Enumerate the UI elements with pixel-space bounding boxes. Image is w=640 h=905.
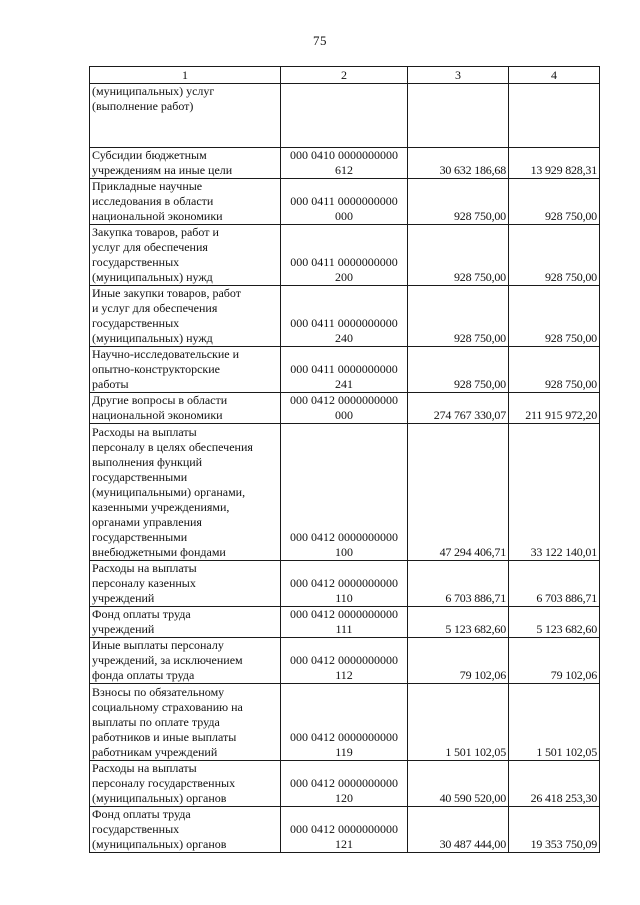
- row-name: Фонд оплаты труда государственных (муниципальных) органов: [90, 807, 281, 853]
- row-amount-1: 274 767 330,07: [408, 393, 509, 424]
- row-amount-1: 30 487 444,00: [408, 807, 509, 853]
- row-code: 000 0412 0000000000 110: [281, 561, 408, 607]
- table-header-row: [90, 67, 600, 84]
- row-code: 000 0412 0000000000 119: [281, 684, 408, 761]
- row-amount-2: 928 750,00: [509, 286, 600, 347]
- row-code: 000 0412 0000000000 121: [281, 807, 408, 853]
- row-code: 000 0411 0000000000 200: [281, 225, 408, 286]
- row-amount-2: 1 501 102,05: [509, 684, 600, 761]
- row-code: 000 0412 0000000000 120: [281, 761, 408, 807]
- table-row: [90, 393, 600, 424]
- table-row: [90, 286, 600, 347]
- table-row: [90, 638, 600, 684]
- row-amount-2: 211 915 972,20: [509, 393, 600, 424]
- row-amount-1: 5 123 682,60: [408, 607, 509, 638]
- table-row: [90, 225, 600, 286]
- row-amount-1: 47 294 406,71: [408, 424, 509, 561]
- row-code: 000 0411 0000000000 000: [281, 179, 408, 225]
- row-name: Другие вопросы в области национальной экономики: [90, 393, 281, 424]
- row-name: Прикладные научные исследования в области национальной экономики: [90, 179, 281, 225]
- row-name: Иные закупки товаров, работ и услуг для обеспечения государственных (муниципальных) нужд: [90, 286, 281, 347]
- table-row: [90, 424, 600, 561]
- budget-table: [89, 66, 600, 853]
- row-name: Расходы на выплаты персоналу в целях обеспечения выполнения функций государственными (муниципальными) органами, казенными учреждениями, органами управления государственными внебюджетными фондами: [90, 424, 281, 561]
- row-name: Субсидии бюджетным учреждениям на иные цели: [90, 148, 281, 179]
- row-amount-2: 928 750,00: [509, 179, 600, 225]
- table-row: [90, 347, 600, 393]
- row-code: 000 0412 0000000000 100: [281, 424, 408, 561]
- table-row: [90, 684, 600, 761]
- table-row: [90, 179, 600, 225]
- table-row: [90, 561, 600, 607]
- row-name: Закупка товаров, работ и услуг для обеспечения государственных (муниципальных) нужд: [90, 225, 281, 286]
- row-name: (муниципальных) услуг (выполнение работ): [90, 84, 281, 148]
- row-name: Научно-исследовательские и опытно-конструкторские работы: [90, 347, 281, 393]
- row-code: 000 0412 0000000000 000: [281, 393, 408, 424]
- row-amount-1: [408, 84, 509, 148]
- table-row: [90, 84, 600, 148]
- row-amount-1: 928 750,00: [408, 347, 509, 393]
- row-amount-2: 33 122 140,01: [509, 424, 600, 561]
- row-amount-1: 1 501 102,05: [408, 684, 509, 761]
- row-amount-2: 13 929 828,31: [509, 148, 600, 179]
- row-amount-1: 6 703 886,71: [408, 561, 509, 607]
- row-code: 000 0410 0000000000 612: [281, 148, 408, 179]
- row-amount-2: 6 703 886,71: [509, 561, 600, 607]
- column-header-code: 2: [281, 67, 408, 84]
- row-amount-2: [509, 84, 600, 148]
- row-amount-1: 40 590 520,00: [408, 761, 509, 807]
- row-amount-2: 26 418 253,30: [509, 761, 600, 807]
- column-header-name: 1: [90, 67, 281, 84]
- row-code: 000 0412 0000000000 112: [281, 638, 408, 684]
- row-code: 000 0412 0000000000 111: [281, 607, 408, 638]
- row-amount-2: 5 123 682,60: [509, 607, 600, 638]
- table-row: [90, 607, 600, 638]
- page-number: 75: [313, 33, 327, 48]
- row-name: Расходы на выплаты персоналу казенных учреждений: [90, 561, 281, 607]
- table-row: [90, 761, 600, 807]
- row-name: Взносы по обязательному социальному страхованию на выплаты по оплате труда работников и иные выплаты работникам учреждений: [90, 684, 281, 761]
- column-header-amount-2: 4: [509, 67, 600, 84]
- row-name: Иные выплаты персоналу учреждений, за исключением фонда оплаты труда: [90, 638, 281, 684]
- row-amount-1: 79 102,06: [408, 638, 509, 684]
- row-amount-2: 928 750,00: [509, 347, 600, 393]
- row-amount-2: 79 102,06: [509, 638, 600, 684]
- row-name: Расходы на выплаты персоналу государственных (муниципальных) органов: [90, 761, 281, 807]
- row-code: 000 0411 0000000000 241: [281, 347, 408, 393]
- row-code: 000 0411 0000000000 240: [281, 286, 408, 347]
- row-amount-1: 928 750,00: [408, 286, 509, 347]
- column-header-amount-1: 3: [408, 67, 509, 84]
- row-amount-2: 19 353 750,09: [509, 807, 600, 853]
- table-row: [90, 148, 600, 179]
- row-amount-1: 928 750,00: [408, 179, 509, 225]
- row-amount-1: 928 750,00: [408, 225, 509, 286]
- row-amount-1: 30 632 186,68: [408, 148, 509, 179]
- row-amount-2: 928 750,00: [509, 225, 600, 286]
- table-row: [90, 807, 600, 853]
- row-code: [281, 84, 408, 148]
- row-name: Фонд оплаты труда учреждений: [90, 607, 281, 638]
